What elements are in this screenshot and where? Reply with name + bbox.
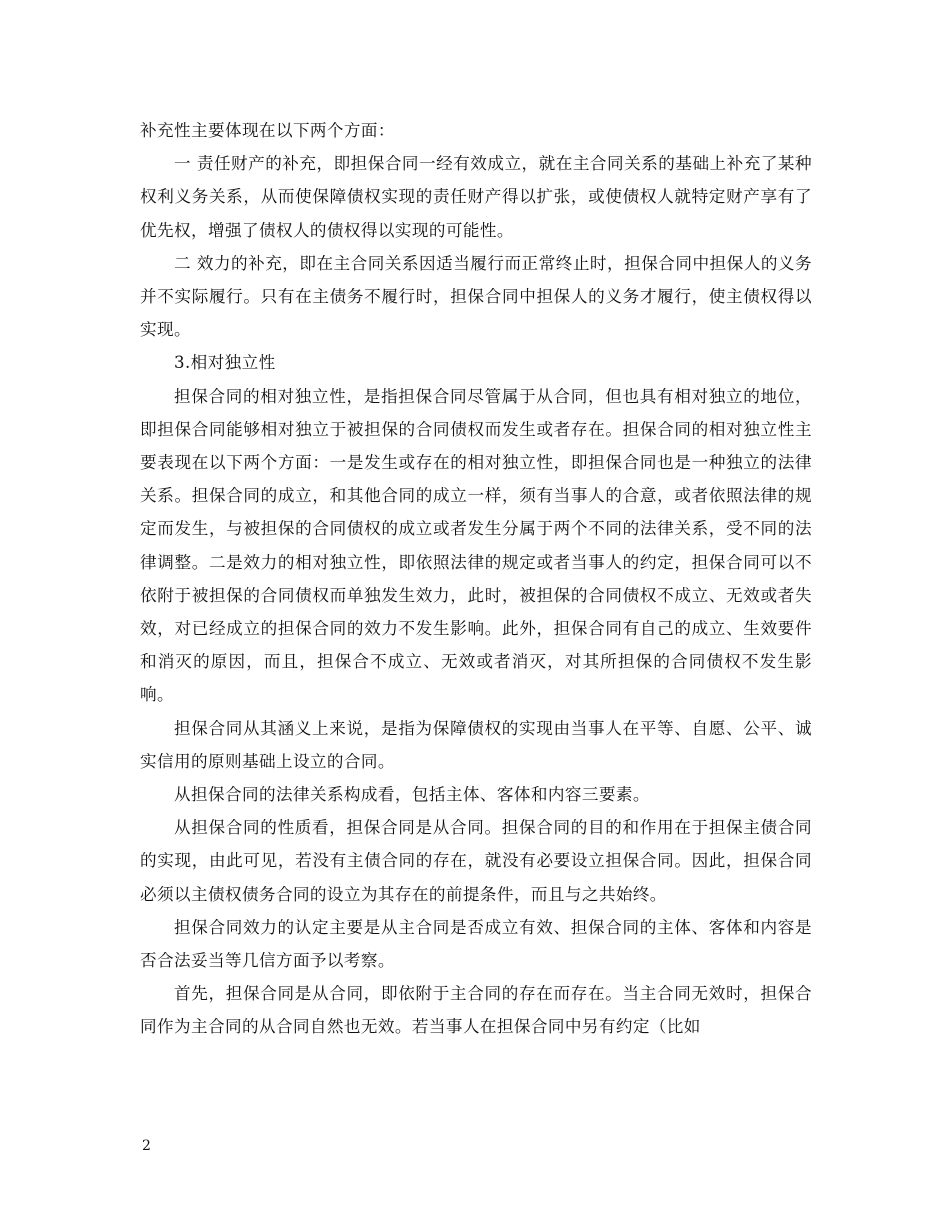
document-body [140,114,812,1044]
paragraph-8: 从担保合同的性质看，担保合同是从合同。担保合同的目的和作用在于担保主债合同的实现，由此可见，若没有主债合同的存在，就没有必要设立担保合同。因此，担保合同必须以主债权债务合同的设立为其存在的前提条件，而且与之共始终。 [140,818,812,904]
paragraph-2: 一 责任财产的补充，即担保合同一经有效成立，就在主合同关系的基础上补充了某种权利义务关系，从而使保障债权实现的责任财产得以扩张，或使债权人就特定财产享有了优先权，增强了债权人的债权得以实现的可能性。 [140,154,812,240]
paragraph-1: 补充性主要体现在以下两个方面： [140,121,395,140]
paragraph-9: 担保合同效力的认定主要是从主合同是否成立有效、担保合同的主体、客体和内容是否合法妥当等几信方面予以考察。 [140,917,812,971]
section-heading: 3.相对独立性 [174,353,276,373]
paragraph-5: 担保合同的相对独立性，是指担保合同尽管属于从合同，但也具有相对独立的地位，即担保合同能够相对独立于被担保的合同债权而发生或者存在。担保合同的相对独立性主要表现在以下两个方面：一是发生或存在的相对独立性，即担保合同也是一种独立的法律关系。担保合同的成立，和其他合同的成立一样，须有当事人的合意，或者依照法律的规定而发生，与被担保的合同债权的成立或者发生分属于两个不同的法律关系，受不同的法律调整。二是效力的相对独立性，即依照法律的规定或者当事人的约定，担保合同可以不依附于被担保的合同债权而单独发生效力，此时，被担保的合同债权不成立、无效或者失效，对已经成立的担保合同的效力不发生影响。此外，担保合同有自己的成立、生效要件和消灭的原因，而且，担保合不成立、无效或者消灭，对其所担保的合同债权不发生影响。 [140,386,812,705]
paragraph-6: 担保合同从其涵义上来说，是指为保障债权的实现由当事人在平等、自愿、公平、诚实信用的原则基础上设立的合同。 [140,718,812,771]
page-number: 2 [142,1138,151,1154]
paragraph-10: 首先，担保合同是从合同，即依附于主合同的存在而存在。当主合同无效时，担保合同作为主合同的从合同自然也无效。若当事人在担保合同中另有约定（比如 [140,984,812,1037]
paragraph-3: 二 效力的补充，即在主合同关系因适当履行而正常终止时，担保合同中担保人的义务并不实际履行。只有在主债务不履行时，担保合同中担保人的义务才履行，使主债权得以实现。 [140,253,812,340]
paragraph-7: 从担保合同的法律关系构成看，包括主体、客体和内容三要素。 [174,785,650,805]
